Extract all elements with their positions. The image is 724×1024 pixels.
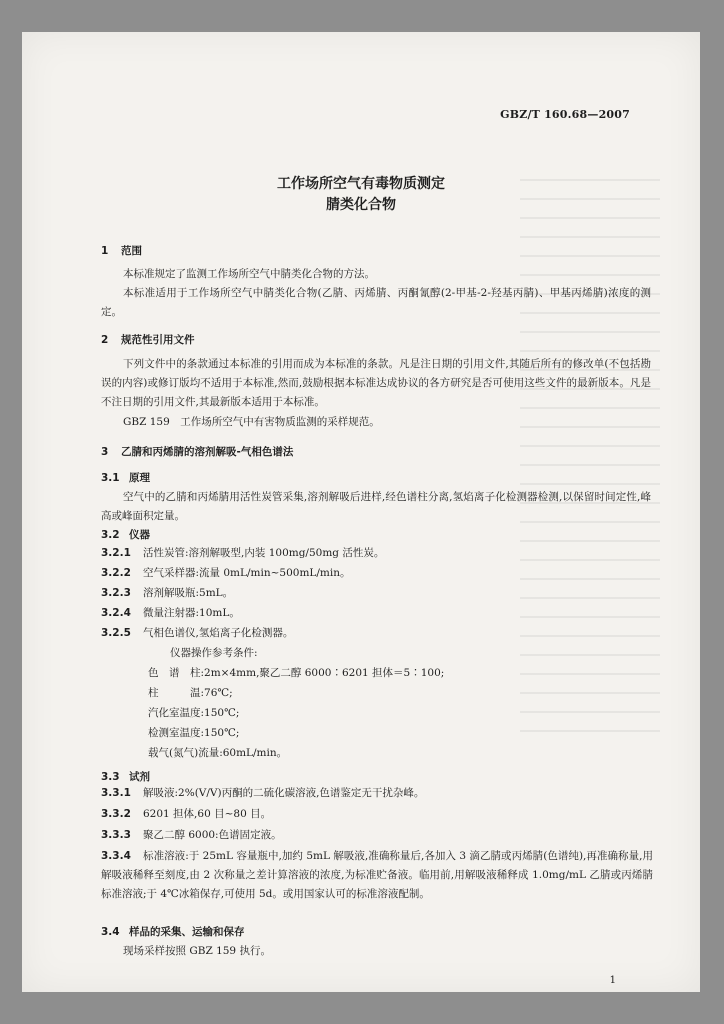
item-text: 聚乙二醇 6000:色谱固定液。 — [143, 829, 282, 841]
section-number: 2 — [101, 334, 109, 346]
item-number: 3.2.5 — [101, 627, 131, 639]
principle-paragraph: 空气中的乙腈和丙烯腈用活性炭管采集,溶剂解吸后进样,经色谱柱分离,氢焰离子化检测器检测,以保留时间定性,峰高或峰面积定量。 — [101, 491, 651, 522]
instrument-item — [101, 624, 651, 643]
sampling-paragraph: 现场采样按照 GBZ 159 执行。 — [123, 945, 271, 957]
item-text: 微量注射器:10mL。 — [143, 607, 240, 619]
condition-detector-temp: 检测室温度:150℃; — [148, 727, 240, 739]
item-text: 气相色谱仪,氢焰离子化检测器。 — [143, 627, 294, 639]
bleed-through-shadow — [520, 172, 660, 732]
reagent-item — [101, 784, 651, 803]
section-title: 规范性引用文件 — [121, 334, 195, 346]
instrument-item — [101, 544, 651, 563]
normative-reference: GBZ 159 工作场所空气中有害物质监测的采样规范。 — [123, 416, 380, 428]
instrument-item — [101, 604, 651, 623]
subsection-title: 样品的采集、运输和保存 — [129, 926, 245, 938]
subsection-3-4-heading — [101, 924, 245, 939]
item-text: 标准溶液:于 25mL 容量瓶中,加约 5mL 解吸液,准确称量后,各加入 3 滴乙腈或丙烯腈(色谱纯),再准确称量,用解吸液稀释至刻度,由 2 次称量之差计算溶液的浓度,为标准贮备液。临用前,用解吸液稀释成 1.0mg/mL 乙腈或丙烯腈标准溶液;于 4℃冰箱保存,可使用 5d。或用国家认可的标准溶液配制。 — [101, 850, 653, 900]
instrument-item — [101, 564, 651, 583]
section-1-paragraph-1: 本标准规定了监测工作场所空气中腈类化合物的方法。 — [123, 268, 375, 280]
item-number: 3.2.1 — [101, 547, 131, 559]
section-2-heading — [101, 332, 195, 347]
item-text: 6201 担体,60 目~80 目。 — [143, 808, 272, 820]
operating-conditions-heading: 仪器操作参考条件: — [170, 647, 258, 659]
item-text: 空气采样器:流量 0mL/min~500mL/min。 — [143, 567, 351, 579]
item-number: 3.2.3 — [101, 587, 131, 599]
standard-code: GBZ/T 160.68—2007 — [500, 108, 630, 121]
section-1-paragraph-2: 本标准适用于工作场所空气中腈类化合物(乙腈、丙烯腈、丙酮氰醇(2-甲基-2-羟基丙腈)、甲基丙烯腈)浓度的测定。 — [101, 287, 651, 318]
condition-carrier-gas: 载气(氮气)流量:60mL/min。 — [148, 747, 288, 759]
section-2-paragraph: 下列文件中的条款通过本标准的引用而成为本标准的条款。凡是注日期的引用文件,其随后所有的修改单(不包括勘误的内容)或修订版均不适用于本标准,然而,鼓励根据本标准达成协议的各方研究是否可使用这些文件的最新版本。凡是不注日期的引用文件,其最新版本适用于本标准。 — [101, 358, 651, 408]
subsection-number: 3.3 — [101, 771, 120, 783]
section-number: 3 — [101, 446, 109, 458]
subsection-3-2-heading — [101, 527, 150, 542]
standard-solution-paragraph — [101, 847, 653, 904]
item-number: 3.3.2 — [101, 808, 131, 820]
subsection-title: 试剂 — [129, 771, 150, 783]
condition-column-temp: 柱 温:76℃; — [148, 687, 233, 699]
section-1-heading — [101, 243, 142, 258]
reagent-item — [101, 826, 651, 845]
document-title: 工作场所空气有毒物质测定 — [277, 176, 445, 192]
subsection-number: 3.4 — [101, 926, 120, 938]
subsection-3-1-heading — [101, 470, 150, 485]
condition-vaporizer-temp: 汽化室温度:150℃; — [148, 707, 240, 719]
page-number: 1 — [609, 975, 616, 986]
condition-column: 色 谱 柱:2m×4mm,聚乙二醇 6000∶6201 担体＝5∶100; — [148, 667, 445, 679]
section-title: 乙腈和丙烯腈的溶剂解吸-气相色谱法 — [121, 446, 294, 458]
document-subtitle: 腈类化合物 — [326, 197, 396, 213]
item-number: 3.3.4 — [101, 850, 131, 862]
subsection-3-3-heading — [101, 769, 150, 784]
item-number: 3.2.2 — [101, 567, 131, 579]
subsection-title: 原理 — [129, 472, 150, 484]
item-number: 3.3.1 — [101, 787, 131, 799]
section-number: 1 — [101, 245, 109, 257]
item-text: 溶剂解吸瓶:5mL。 — [143, 587, 234, 599]
item-number: 3.2.4 — [101, 607, 131, 619]
item-text: 解吸液:2%(V/V)丙酮的二硫化碳溶液,色谱鉴定无干扰杂峰。 — [143, 787, 425, 799]
document-page — [22, 32, 700, 992]
item-text: 活性炭管:溶剂解吸型,内装 100mg/50mg 活性炭。 — [143, 547, 385, 559]
subsection-number: 3.2 — [101, 529, 120, 541]
subsection-title: 仪器 — [129, 529, 150, 541]
item-number: 3.3.3 — [101, 829, 131, 841]
subsection-number: 3.1 — [101, 472, 120, 484]
instrument-item — [101, 584, 651, 603]
section-3-heading — [101, 444, 293, 459]
section-title: 范围 — [121, 245, 142, 257]
reagent-item — [101, 805, 651, 824]
